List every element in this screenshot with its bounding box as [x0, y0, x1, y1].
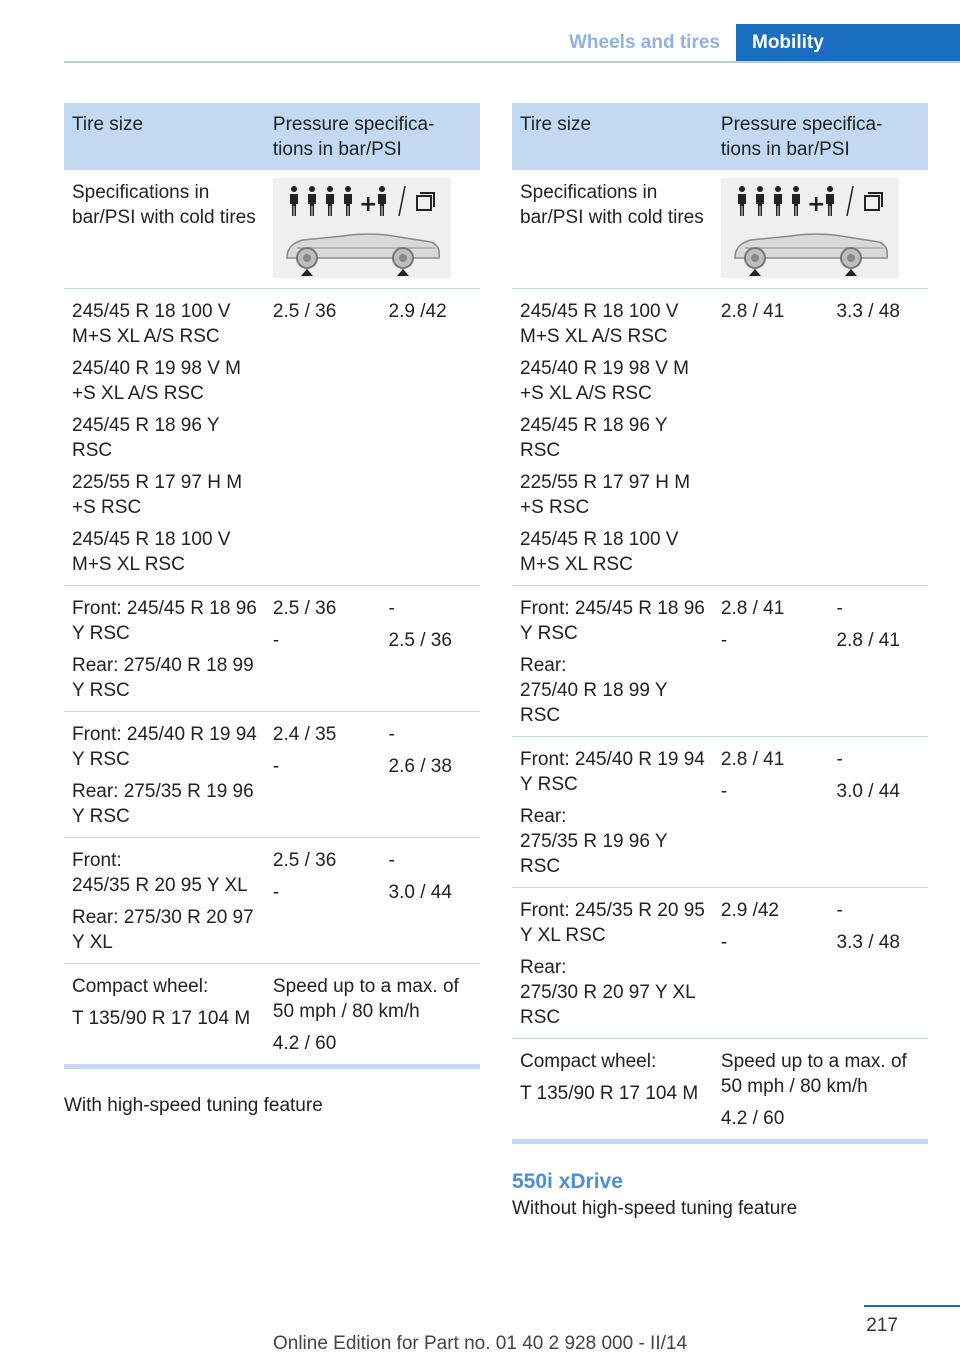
pressure-partial-load-cell — [713, 888, 829, 1039]
cell-line: Rear: 275/35 R 19 96 Y RSC — [520, 806, 668, 877]
cell-line: 245/45 R 18 100 V M+S XL A/S RSC — [72, 301, 231, 347]
pressure-full-load-cell — [381, 712, 480, 838]
compact-wheel-cell — [512, 1039, 713, 1142]
cell-line: 2.5 / 36 — [272, 301, 337, 322]
cell-line: 2.8 / 41 — [720, 749, 785, 770]
table-row — [512, 737, 928, 888]
cell-line: 4.2 / 60 — [720, 1108, 785, 1129]
tire-size-cell — [512, 737, 713, 888]
pressure-partial-load-cell — [265, 289, 381, 586]
pressure-partial-load-cell — [265, 712, 381, 838]
pressure-full-load-cell — [381, 586, 480, 712]
cell-line: 245/45 R 18 96 Y RSC — [72, 415, 220, 461]
page-number: 217 — [866, 1315, 898, 1336]
cell-line: 2.5 / 36 — [388, 630, 452, 651]
cell-line: 245/45 R 18 100 V M+S XL RSC — [520, 529, 679, 575]
pressure-partial-load-cell — [265, 586, 381, 712]
table-row — [512, 289, 928, 586]
section-title: 550i xDrive — [512, 1170, 623, 1193]
cell-line: 3.0 / 44 — [836, 781, 900, 802]
cell-line: - — [720, 630, 728, 651]
pressure-full-load-cell — [829, 586, 928, 737]
cell-line: Rear: 275/30 R 20 97 Y XL RSC — [520, 957, 696, 1028]
cell-line: - — [720, 932, 728, 953]
tire-size-cell — [512, 586, 713, 737]
header-section-title: Wheels and tires — [569, 32, 720, 53]
cell-line: 2.9 /42 — [720, 900, 779, 921]
cell-line: Rear: 275/40 R 18 99 Y RSC — [72, 655, 254, 701]
header-pressure-specs: Pressure specifica- tions in bar/PSI — [265, 103, 480, 170]
pressure-partial-load-cell — [265, 838, 381, 964]
compact-wheel-info-cell — [713, 1039, 928, 1142]
cell-line: 2.8 / 41 — [720, 301, 785, 322]
pressure-full-load-cell — [829, 289, 928, 586]
cell-line: Rear: 275/35 R 19 96 Y RSC — [72, 781, 254, 827]
cell-line: - — [388, 850, 395, 871]
cell-line: 3.3 / 48 — [836, 301, 900, 322]
cell-line: 2.5 / 36 — [272, 598, 337, 619]
cell-line: - — [272, 630, 280, 651]
cell-line: - — [836, 598, 843, 619]
left-column — [64, 103, 480, 1118]
cell-line: Front: 245/45 R 18 96 Y RSC — [520, 598, 705, 644]
pressure-partial-load-cell — [713, 586, 829, 737]
pressure-full-load-cell — [829, 888, 928, 1039]
tire-size-cell — [512, 289, 713, 586]
cell-line: 2.9 /42 — [388, 301, 447, 322]
tire-size-cell — [64, 586, 265, 712]
cell-line: 245/40 R 19 98 V M +S XL A/S RSC — [72, 358, 241, 404]
cell-line: - — [836, 900, 843, 921]
cell-line: - — [388, 724, 395, 745]
table-row-specs — [512, 170, 928, 289]
compact-wheel-info-cell — [265, 964, 480, 1067]
cell-line: 225/55 R 17 97 H M +S RSC — [72, 472, 243, 518]
svg-text:+: + — [358, 192, 378, 217]
table-row — [64, 838, 480, 964]
tire-size-cell — [512, 888, 713, 1039]
occupancy-load-icon — [721, 178, 899, 278]
cell-line: 245/45 R 18 100 V M+S XL A/S RSC — [520, 301, 679, 347]
cell-line: - — [720, 781, 728, 802]
header-tire-size: Tire size — [64, 103, 265, 170]
pictogram-cell — [265, 170, 480, 289]
pressure-partial-load-cell — [713, 737, 829, 888]
cell-line: Speed up to a max. of 50 mph / 80 km/h — [272, 976, 459, 1022]
pressure-partial-load-cell — [713, 289, 829, 586]
cell-line: 245/40 R 19 98 V M +S XL A/S RSC — [520, 358, 689, 404]
cell-line: Speed up to a max. of 50 mph / 80 km/h — [720, 1051, 907, 1097]
cell-line: Front: 245/40 R 19 94 Y RSC — [520, 749, 705, 795]
cell-line: Rear: 275/30 R 20 97 Y XL — [72, 907, 254, 953]
spec-label: Specifications in bar/PSI with cold tires — [512, 170, 713, 289]
table-row — [64, 586, 480, 712]
cell-line: - — [836, 749, 843, 770]
cell-line: 3.3 / 48 — [836, 932, 900, 953]
header-rule — [64, 61, 960, 63]
tire-pressure-table-right — [512, 103, 928, 1144]
tire-size-cell — [64, 712, 265, 838]
section-subtitle: Without high-speed tuning feature — [512, 1198, 798, 1219]
cell-line: Front: 245/45 R 18 96 Y RSC — [72, 598, 257, 644]
cell-line: Front: 245/35 R 20 95 Y XL — [72, 850, 248, 896]
cell-line: Compact wheel: — [72, 976, 209, 997]
cell-line: - — [388, 598, 395, 619]
cell-line: - — [272, 756, 280, 777]
cell-line: T 135/90 R 17 104 M — [72, 1008, 251, 1029]
header-pressure-specs: Pressure specifica- tions in bar/PSI — [713, 103, 928, 170]
table-row-compact-wheel — [512, 1039, 928, 1142]
cell-line: 3.0 / 44 — [388, 882, 452, 903]
footer-edition: Online Edition for Part no. 01 40 2 928 000 - II/14 — [272, 1333, 688, 1354]
cell-line: 245/45 R 18 100 V M+S XL RSC — [72, 529, 231, 575]
table-row — [512, 586, 928, 737]
tire-pressure-table-left — [64, 103, 480, 1069]
table-row-compact-wheel — [64, 964, 480, 1067]
cell-line: 2.5 / 36 — [272, 850, 337, 871]
cell-line: T 135/90 R 17 104 M — [520, 1083, 699, 1104]
right-column — [512, 103, 928, 1221]
cell-line: 2.8 / 41 — [720, 598, 785, 619]
cell-line: Front: 245/35 R 20 95 Y XL RSC — [520, 900, 705, 946]
table-row-specs — [64, 170, 480, 289]
cell-line: Front: 245/40 R 19 94 Y RSC — [72, 724, 257, 770]
pressure-full-load-cell — [381, 838, 480, 964]
table-body — [512, 170, 928, 1142]
tire-size-cell — [64, 838, 265, 964]
left-below-text: With high-speed tuning feature — [64, 1095, 323, 1116]
page-number-rule — [864, 1305, 960, 1307]
spec-label: Specifications in bar/PSI with cold tires — [64, 170, 265, 289]
svg-text:+: + — [806, 192, 826, 217]
cell-line: 4.2 / 60 — [272, 1033, 337, 1054]
header-chapter-tab: Mobility — [736, 24, 960, 62]
header-tire-size: Tire size — [512, 103, 713, 170]
pictogram-cell — [713, 170, 928, 289]
cell-line: 225/55 R 17 97 H M +S RSC — [520, 472, 691, 518]
table-row — [512, 888, 928, 1039]
cell-line: Rear: 275/40 R 18 99 Y RSC — [520, 655, 668, 726]
pressure-full-load-cell — [381, 289, 480, 586]
pressure-full-load-cell — [829, 737, 928, 888]
table-row — [64, 289, 480, 586]
cell-line: Compact wheel: — [520, 1051, 657, 1072]
table-body — [64, 170, 480, 1067]
occupancy-load-icon — [273, 178, 451, 278]
cell-line: - — [272, 882, 280, 903]
cell-line: 2.6 / 38 — [388, 756, 452, 777]
compact-wheel-cell — [64, 964, 265, 1067]
cell-line: 245/45 R 18 96 Y RSC — [520, 415, 668, 461]
cell-line: 2.4 / 35 — [272, 724, 337, 745]
cell-line: 2.8 / 41 — [836, 630, 900, 651]
tire-size-cell — [64, 289, 265, 586]
table-row — [64, 712, 480, 838]
